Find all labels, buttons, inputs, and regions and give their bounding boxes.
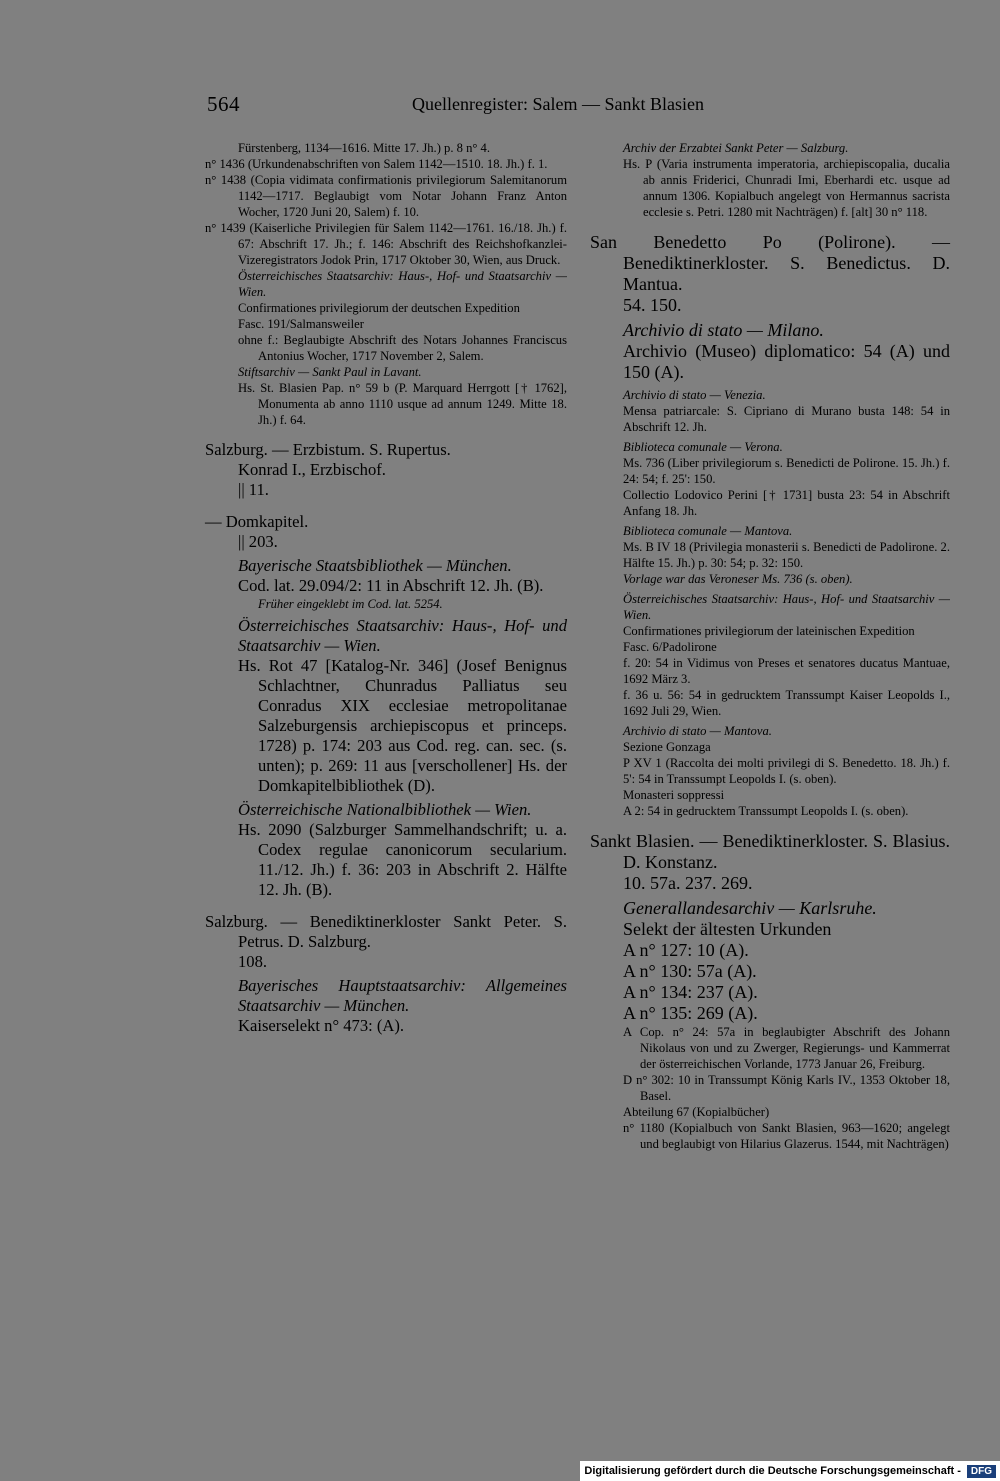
entry-text: Confirmationes privilegiorum der deutschen Expedition [238, 301, 520, 315]
archive-heading: Österreichische Nationalbibliothek — Wien. [238, 800, 532, 819]
entry-text: A Cop. n° 24: 57a in beglaubigter Abschrift des Johann Nikolaus von und zu Zwerger, Regierungs- und Kammerrat der österreichischen Vorlande, 1773 Januar 26, Freiburg. [623, 1025, 950, 1071]
archive-heading: Österreichisches Staatsarchiv: Haus-, Hof- und Staatsarchiv — Wien. [623, 592, 950, 622]
entry-text: A n° 127: 10 (A). [623, 940, 749, 960]
note-text: Früher eingeklebt im Cod. lat. 5254. [258, 597, 443, 611]
entry-text: A 2: 54 in gedrucktem Transsumpt Leopolds I. (s. oben). [623, 804, 909, 818]
note-text: Vorlage war das Veroneser Ms. 736 (s. oben). [623, 572, 853, 586]
entry-text: Ms. 736 (Liber privilegiorum s. Benedicti de Polirone. 15. Jh.) f. 24: 54; f. 25': 150. [623, 456, 950, 486]
footer-text: Digitalisierung gefördert durch die Deutsche Forschungsgemeinschaft - [584, 1465, 961, 1477]
entry-text: || 203. [238, 532, 278, 551]
entry-text: ohne f.: Beglaubigte Abschrift des Notars Johannes Franciscus Antonius Wocher, 1717 November 2, Salem. [238, 333, 567, 363]
entry-text: Hs. Rot 47 [Katalog-Nr. 346] (Josef Benignus Schlachtner, Chunradus Palliatus seu Conradus XIX ecclesiae metropolitanae Salzeburgensis archiepiscopus et princeps. 1728) p. 174: 203 aus Cod. reg. can. sec. (s. unten); p. 269: 11 aus [verschollener] Hs. der Domkapitelbibliothek (D). [238, 656, 567, 795]
entry-text: A n° 135: 269 (A). [623, 1003, 758, 1023]
entry-text: n° 1180 (Kopialbuch von Sankt Blasien, 963—1620; angelegt und beglaubigt von Hilarius Glazerus. 1544, mit Nachträgen) [623, 1121, 950, 1151]
footer-banner [580, 1461, 1000, 1481]
entry-text: Selekt der ältesten Urkunden [623, 919, 832, 939]
entry-text: A n° 130: 57a (A). [623, 961, 757, 981]
place-heading: — Domkapitel. [205, 512, 309, 531]
entry-text: Cod. lat. 29.094/2: 11 in Abschrift 12. Jh. (B). [238, 576, 544, 595]
archive-heading: Archivio di stato — Venezia. [623, 388, 766, 402]
entry-text: Ms. B IV 18 (Privilegia monasterii s. Benedicti de Padolirone. 2. Hälfte 15. Jh.) p. 30: 54; p. 32: 150. [623, 540, 950, 570]
archive-heading: Generallandesarchiv — Karlsruhe. [623, 898, 877, 918]
entry-text: f. 20: 54 in Vidimus von Preses et senatores ducatus Mantuae, 1692 März 3. [623, 656, 950, 686]
entry-text: n° 1436 (Urkundenabschriften von Salem 1142—1510. 18. Jh.) f. 1. [205, 157, 548, 171]
left-column [205, 140, 567, 1036]
entry-text: || 11. [238, 480, 269, 499]
archive-heading: Archiv der Erzabtei Sankt Peter — Salzburg. [623, 141, 849, 155]
entry-text: Hs. St. Blasien Pap. n° 59 b (P. Marquard Herrgott [† 1762], Monumenta ab anno 1110 usque ad annum 1249. Mitte 18. Jh.) f. 64. [238, 381, 567, 427]
right-column [590, 140, 950, 1152]
entry-text: Collectio Lodovico Perini [† 1731] busta 23: 54 in Abschrift Anfang 18. Jh. [623, 488, 950, 518]
entry-text: Sezione Gonzaga [623, 740, 711, 754]
entry-text: f. 36 u. 56: 54 in gedrucktem Transsumpt Kaiser Leopolds I., 1692 Juli 29, Wien. [623, 688, 950, 718]
archive-heading: Archivio di stato — Mantova. [623, 724, 772, 738]
entry-text: n° 1438 (Copia vidimata confirmationis privilegiorum Salemitanorum 1142—1717. Beglaubigt vom Notar Johann Franz Anton Wocher, 1720 Juni 20, Salem) f. 10. [205, 173, 567, 219]
entry-text: Confirmationes privilegiorum der lateinischen Expedition [623, 624, 915, 638]
archive-heading: Biblioteca comunale — Mantova. [623, 524, 793, 538]
archive-heading: Bayerische Staatsbibliothek — München. [238, 556, 512, 575]
entry-text: Fürstenberg, 1134—1616. Mitte 17. Jh.) p. 8 n° 4. [238, 141, 491, 155]
entry-text: 54. 150. [623, 295, 682, 315]
running-title: Quellenregister: Salem — Sankt Blasien [412, 94, 704, 114]
place-heading: Salzburg. — Benediktinerkloster Sankt Peter. S. Petrus. D. Salzburg. [205, 912, 567, 951]
entry-text: Kaiserselekt n° 473: (A). [238, 1016, 405, 1035]
entry-text: n° 1439 (Kaiserliche Privilegien für Salem 1142—1761. 16./18. Jh.) f. 67: Abschrift 17. Jh.; f. 146: Abschrift des Reichshofkanzlei-Vizeregistrators Jodok Prin, 1717 Oktober 30, Wien, aus Druck. [205, 221, 567, 267]
archive-heading: Stiftsarchiv — Sankt Paul in Lavant. [238, 365, 422, 379]
entry-text: A n° 134: 237 (A). [623, 982, 758, 1002]
entry-text: P XV 1 (Raccolta dei molti privilegi di S. Benedetto. 18. Jh.) f. 5': 54 in Transsumpt Leopolds I. (s. oben). [623, 756, 950, 786]
entry-text: Konrad I., Erzbischof. [238, 460, 386, 479]
dfg-logo: DFG [967, 1465, 996, 1478]
entry-text: Monasteri soppressi [623, 788, 725, 802]
entry-text: Archivio (Museo) diplomatico: 54 (A) und 150 (A). [623, 341, 950, 382]
entry-text: D n° 302: 10 in Transsumpt König Karls IV., 1353 Oktober 18, Basel. [623, 1073, 950, 1103]
archive-heading: Archivio di stato — Milano. [623, 320, 824, 340]
place-heading: Sankt Blasien. — Benediktinerkloster. S. Blasius. D. Konstanz. [590, 831, 950, 872]
archive-heading: Österreichisches Staatsarchiv: Haus-, Hof- und Staatsarchiv — Wien. [238, 269, 567, 299]
entry-text: 108. [238, 952, 268, 971]
archive-heading: Österreichisches Staatsarchiv: Haus-, Hof- und Staatsarchiv — Wien. [238, 616, 567, 655]
entry-text: Mensa patriarcale: S. Cipriano di Murano busta 148: 54 in Abschrift 12. Jh. [623, 404, 950, 434]
entry-text: Abteilung 67 (Kopialbücher) [623, 1105, 770, 1119]
entry-text: Hs. 2090 (Salzburger Sammelhandschrift; u. a. Codex regulae canonicorum secularium. 11./12. Jh.) f. 36: 203 in Abschrift 2. Hälfte 12. Jh. (B). [238, 820, 567, 899]
entry-text: Fasc. 6/Padolirone [623, 640, 717, 654]
place-heading: Salzburg. — Erzbistum. S. Rupertus. [205, 440, 451, 459]
entry-text: 10. 57a. 237. 269. [623, 873, 753, 893]
archive-heading: Bayerisches Hauptstaatsarchiv: Allgemeines Staatsarchiv — München. [238, 976, 567, 1015]
place-heading: San Benedetto Po (Polirone). — Benediktinerkloster. S. Benedictus. D. Mantua. [590, 232, 950, 294]
archive-heading: Biblioteca comunale — Verona. [623, 440, 783, 454]
entry-text: Fasc. 191/Salmansweiler [238, 317, 364, 331]
page-number: 564 [207, 92, 240, 116]
entry-text: Hs. P (Varia instrumenta imperatoria, archiepiscopalia, ducalia ab annis Friderici, Chunradi Imi, Eberhardi etc. usque ad annum 1306. Kopialbuch angelegt von Hermannus sacrista ecclesie s. Petri. 1280 mit Nachträgen) f. [alt] 30 n° 118. [623, 157, 950, 219]
